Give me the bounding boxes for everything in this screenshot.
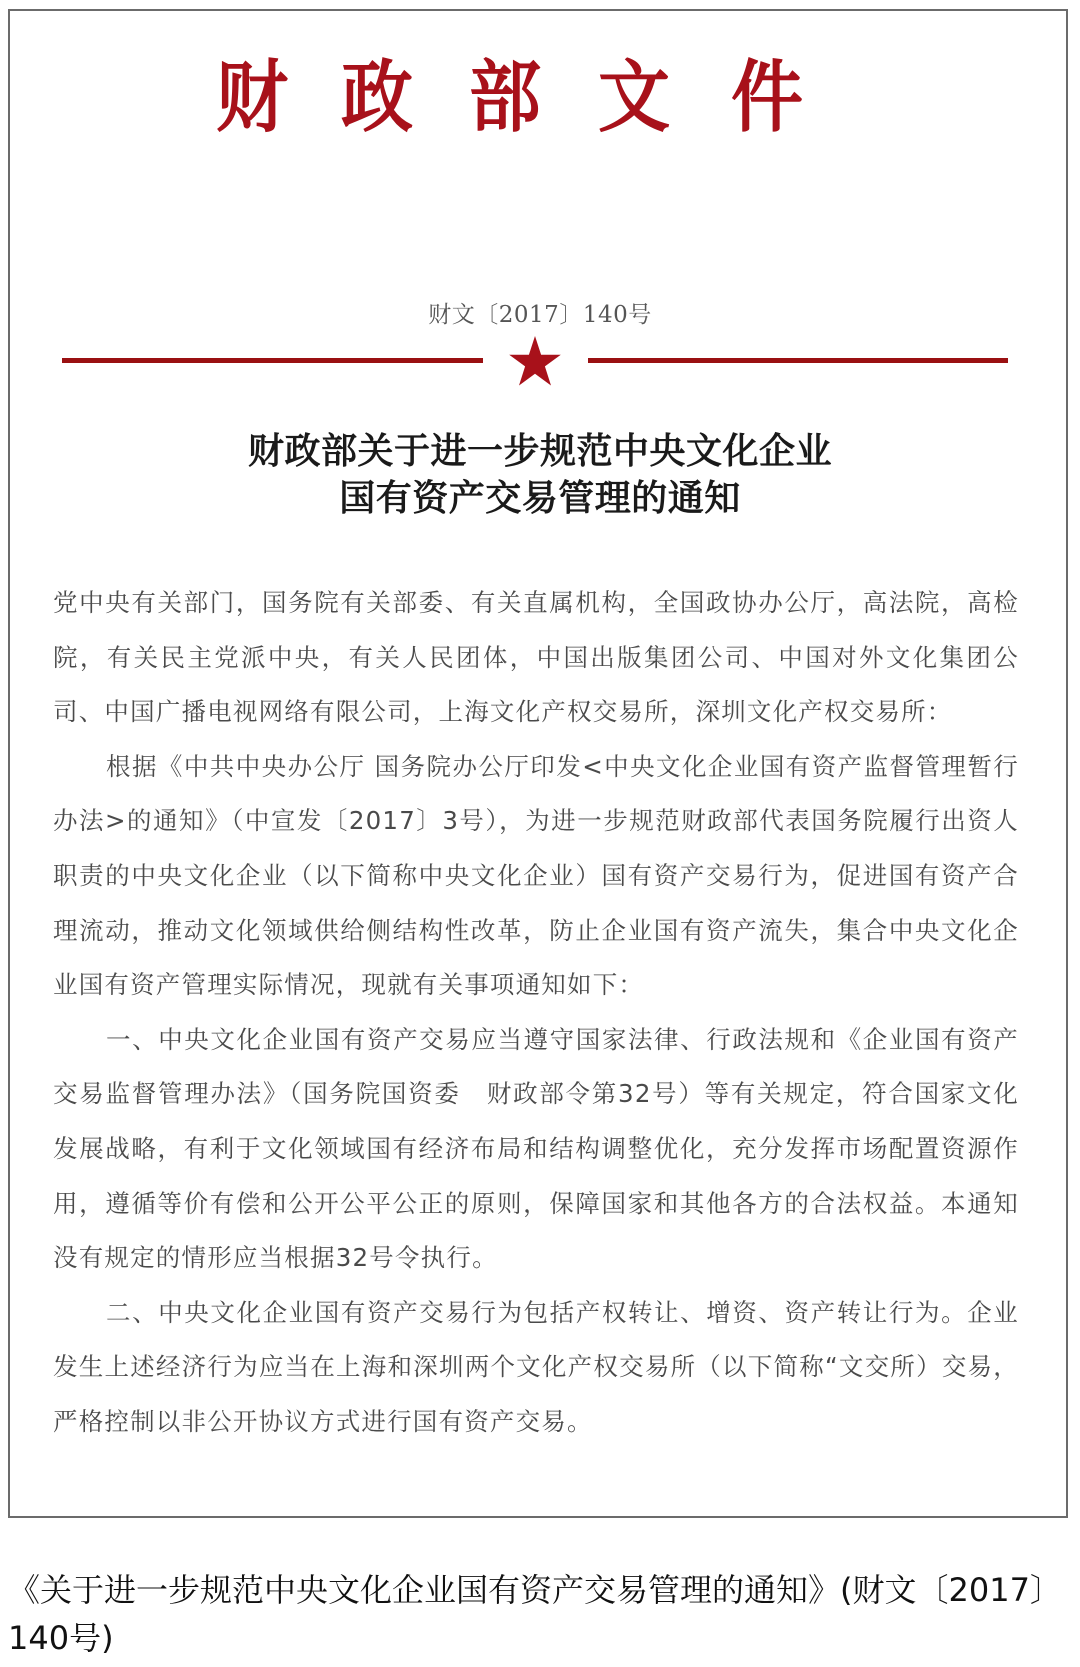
masthead-char: 文: [597, 50, 670, 143]
title-line-1: 财政部关于进一步规范中央文化企业: [247, 430, 832, 472]
image-caption: 《关于进一步规范中央文化企业国有资产交易管理的通知》(财文〔2017〕140号): [8, 1571, 1062, 1657]
separator-rule-right: [588, 358, 1008, 363]
title-line-2: 国有资产交易管理的通知: [339, 477, 741, 519]
body-paragraph: 根据《中共中央办公厅 国务院办公厅印发<中央文化企业国有资产监督管理暂行办法>的通知》（中宣发〔2017〕3号），为进一步规范财政部代表国务院履行出资人职责的中央文化企业（以下简称中央文化企业）国有资产交易行为，促进国有资产合理流动，推动文化领域供给侧结构性改革，防止企业国有资产流失，集合中央文化企业国有资产管理实际情况，现就有关事项通知如下：: [53, 751, 1019, 1000]
separator-rule-left: [62, 358, 483, 363]
body-paragraph: 一、中央文化企业国有资产交易应当遵守国家法律、行政法规和《企业国有资产交易监督管理办法》（国务院国资委 财政部令第32号）等有关规定，符合国家文化发展战略，有利于文化领域国有经济布局和结构调整优化，充分发挥市场配置资源作用，遵循等价有偿和公开公平公正的原则，保障国家和其他各方的合法权益。本通知没有规定的情形应当根据32号令执行。: [53, 1024, 1019, 1273]
masthead-char: 财: [215, 50, 288, 143]
document-title: [0, 428, 1080, 522]
masthead-title: [0, 52, 1080, 142]
masthead-char: 件: [730, 50, 803, 143]
masthead-char: 政: [340, 50, 413, 143]
star-icon: [509, 336, 561, 386]
addressees-paragraph: 党中央有关部门，国务院有关部委、有关直属机构，全国政协办公厅，高法院，高检院，有关民主党派中央，有关人民团体，中国出版集团公司、中国对外文化集团公司、中国广播电视网络有限公司，上海文化产权交易所，深圳文化产权交易所：: [53, 588, 1019, 727]
body-paragraph: 二、中央文化企业国有资产交易行为包括产权转让、增资、资产转让行为。企业发生上述经济行为应当在上海和深圳两个文化产权交易所（以下简称“文交所）交易，严格控制以非公开协议方式进行国有资产交易。: [53, 1297, 1019, 1436]
masthead-char: 部: [468, 50, 541, 143]
document-body: [53, 576, 1019, 1450]
document-number: 财文〔2017〕140号: [428, 302, 652, 328]
